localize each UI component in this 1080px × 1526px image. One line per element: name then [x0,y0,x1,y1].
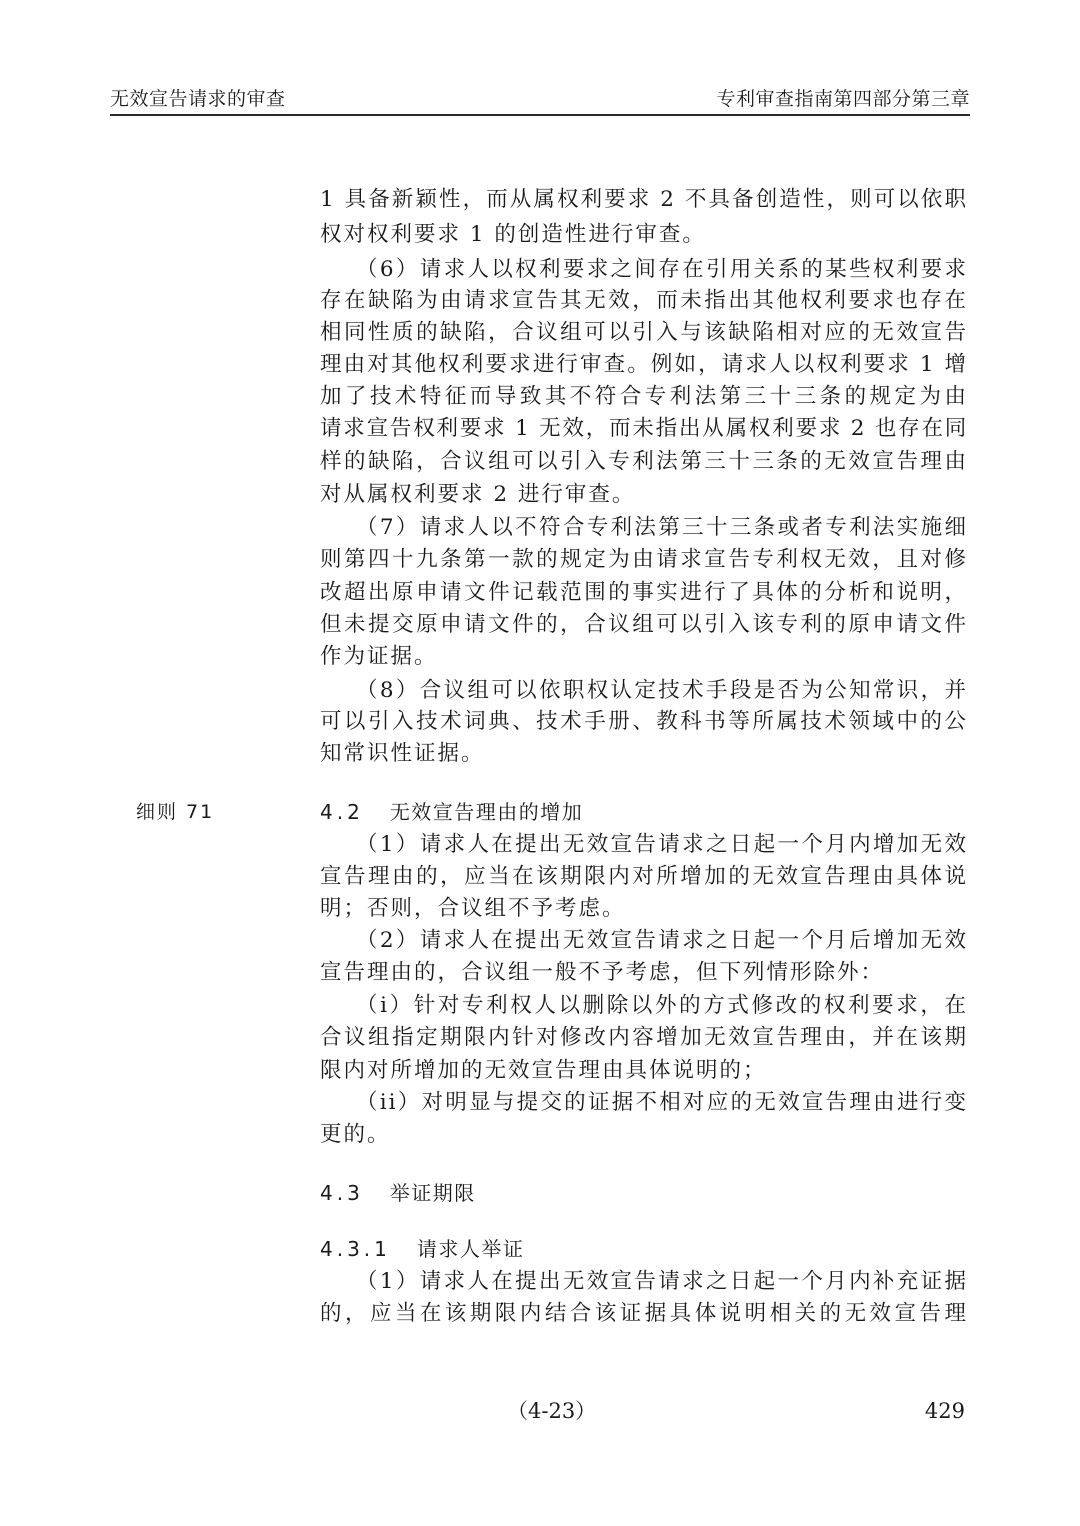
body-line: （2）请求人在提出无效宣告请求之日起一个月后增加无效 [356,928,968,953]
running-header-chapter: 专利审查指南第四部分第三章 [716,88,970,110]
body-line: 存在缺陷为由请求宣告其无效，而未指出其他权利要求也存在 [320,288,968,313]
header-rule [110,114,970,116]
body-line: 改超出原申请文件记载范围的事实进行了具体的分析和说明， [320,580,968,605]
section-number: 4.3 [320,1181,364,1205]
body-line: （7）请求人以不符合专利法第三十三条或者专利法实施细 [356,515,968,540]
section-heading-4-2 [320,796,583,828]
body-line: 样的缺陷，合议组可以引入专利法第三十三条的无效宣告理由 [320,449,968,474]
section-heading-4-3 [320,1177,476,1209]
section-number: 4.2 [320,800,364,824]
section-number: 4.3.1 [320,1237,391,1261]
body-line: （i）针对专利权人以删除以外的方式修改的权利要求，在 [356,993,968,1018]
section-title: 无效宣告理由的增加 [389,800,584,824]
body-line: 加了技术特征而导致其不符合专利法第三十三条的规定为由 [320,384,968,409]
body-line: 对从属权利要求 2 进行审查。 [320,482,636,507]
body-line: 限内对所增加的无效宣告理由具体说明的； [320,1058,767,1083]
body-line: 但未提交原申请文件的，合议组可以引入该专利的原申请文件 [320,612,968,637]
body-line: 则第四十九条第一款的规定为由请求宣告专利权无效，且对修 [320,547,968,572]
body-line: 理由对其他权利要求进行审查。例如，请求人以权利要求 1 增 [320,352,968,377]
page-number: 429 [924,1399,965,1423]
body-line: 知常识性证据。 [320,741,485,766]
running-header-title: 无效宣告请求的审查 [110,88,286,110]
body-line: 合议组指定期限内针对修改内容增加无效宣告理由，并在该期 [320,1025,968,1050]
section-title: 举证期限 [389,1181,476,1205]
body-line: （6）请求人以权利要求之间存在引用关系的某些权利要求 [356,257,968,282]
body-line: 更的。 [320,1122,391,1147]
body-line: （ii）对明显与提交的证据不相对应的无效宣告理由进行变 [356,1090,968,1115]
body-line: （1）请求人在提出无效宣告请求之日起一个月内补充证据 [356,1269,968,1294]
section-title: 请求人举证 [416,1237,525,1261]
body-line: 相同性质的缺陷，合议组可以引入与该缺陷相对应的无效宣告 [320,320,968,345]
body-line: 请求宣告权利要求 1 无效，而未指出从属权利要求 2 也存在同 [320,416,968,441]
body-line: 宣告理由的，合议组一般不予考虑，但下列情形除外： [320,960,885,985]
body-line: 的，应当在该期限内结合该证据具体说明相关的无效宣告理 [320,1301,968,1326]
footer-section-code: （4-23） [507,1399,597,1423]
body-line: （1）请求人在提出无效宣告请求之日起一个月内增加无效 [356,832,968,857]
body-line: 宣告理由的，应当在该期限内对所增加的无效宣告理由具体说 [320,864,968,889]
body-line: 明；否则，合议组不予考虑。 [320,896,626,921]
body-line: 作为证据。 [320,644,438,669]
body-line: 1 具备新颖性，而从属权利要求 2 不具备创造性，则可以依职 [320,187,968,212]
body-line: 可以引入技术词典、技术手册、教科书等所属技术领域中的公 [320,709,968,734]
section-heading-4-3-1 [320,1233,524,1265]
body-line: 权对权利要求 1 的创造性进行审查。 [320,222,706,247]
margin-note: 细则 71 [136,801,215,823]
body-line: （8）合议组可以依职权认定技术手段是否为公知常识，并 [356,678,968,703]
